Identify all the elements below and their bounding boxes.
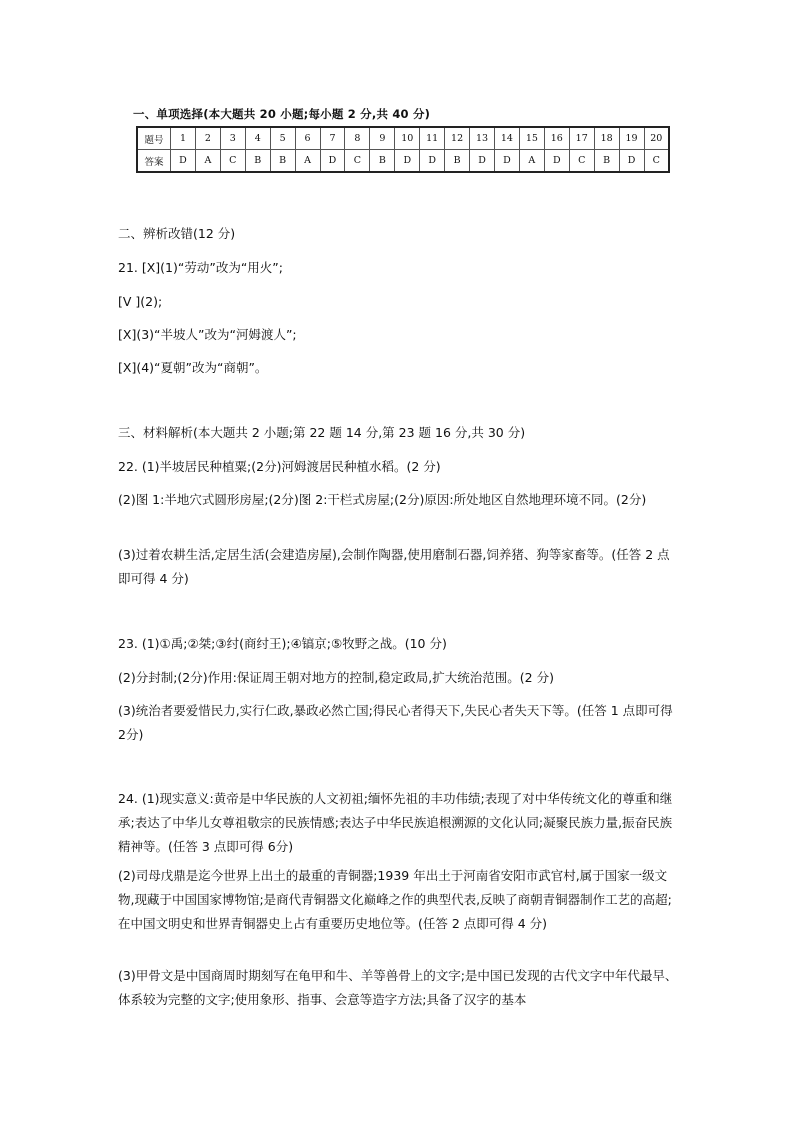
answer-cell: B bbox=[445, 150, 470, 173]
question-number: 1 bbox=[171, 127, 196, 150]
question-number: 12 bbox=[445, 127, 470, 150]
q24-part-3: (3)甲骨文是中国商周时期刻写在龟甲和牛、羊等兽骨上的文字;是中国已发现的古代文字中年代最早、体系较为完整的文字;使用象形、指事、会意等造字方法;具备了汉字的基本 bbox=[118, 968, 678, 1007]
section2-title: 二、辨析改错(12 分) bbox=[118, 226, 236, 241]
answer-cell: C bbox=[569, 150, 594, 173]
answer-cell: D bbox=[494, 150, 519, 173]
question-number: 2 bbox=[195, 127, 220, 150]
q21-line-3: [X](3)“半坡人”改为“河姆渡人”; bbox=[118, 327, 297, 342]
question-number: 9 bbox=[370, 127, 395, 150]
answer-cell: D bbox=[544, 150, 569, 173]
question-number: 15 bbox=[519, 127, 544, 150]
answer-cell: D bbox=[470, 150, 495, 173]
answer-cell: A bbox=[195, 150, 220, 173]
question-number: 19 bbox=[619, 127, 644, 150]
question-number: 6 bbox=[295, 127, 320, 150]
answer-cell: C bbox=[220, 150, 245, 173]
question-number: 10 bbox=[395, 127, 420, 150]
question-number: 20 bbox=[644, 127, 669, 150]
q22-part-1: 22. (1)半坡居民种植粟;(2分)河姆渡居民种植水稻。(2 分) bbox=[118, 459, 441, 474]
answer-cell: B bbox=[270, 150, 295, 173]
q23-part-3: (3)统治者要爱惜民力,实行仁政,暴政必然亡国;得民心者得天下,失民心者失天下等。(任答 1 点即可得 2分) bbox=[118, 703, 673, 742]
question-number: 7 bbox=[320, 127, 345, 150]
q21-line-2: [V ](2); bbox=[118, 294, 163, 309]
answer-table-answer-row bbox=[137, 150, 669, 173]
answer-cell: B bbox=[370, 150, 395, 173]
answer-cell: B bbox=[245, 150, 270, 173]
answer-cell: A bbox=[295, 150, 320, 173]
answer-cell: A bbox=[519, 150, 544, 173]
question-number: 11 bbox=[420, 127, 445, 150]
answer-cell: D bbox=[395, 150, 420, 173]
answer-table-number-row bbox=[137, 127, 669, 150]
q23-part-2: (2)分封制;(2分)作用:保证周王朝对地方的控制,稳定政局,扩大统治范围。(2 分) bbox=[118, 670, 554, 685]
row-label-number: 题号 bbox=[137, 127, 171, 150]
question-number: 4 bbox=[245, 127, 270, 150]
answer-cell: D bbox=[320, 150, 345, 173]
section1-title: 一、单项选择(本大题共 20 小题;每小题 2 分,共 40 分) bbox=[133, 107, 431, 121]
q22-part-3: (3)过着农耕生活,定居生活(会建造房屋),会制作陶器,使用磨制石器,饲养猪、狗等家畜等。(任答 2 点即可得 4 分) bbox=[118, 547, 670, 586]
question-number: 17 bbox=[569, 127, 594, 150]
answer-cell: D bbox=[619, 150, 644, 173]
q22-part-2: (2)图 1:半地穴式圆形房屋;(2分)图 2:干栏式房屋;(2分)原因:所处地区自然地理环境不同。(2分) bbox=[118, 492, 647, 507]
q24-part-2: (2)司母戊鼎是迄今世界上出土的最重的青铜器;1939 年出土于河南省安阳市武官村,属于国家一级文物,现藏于中国国家博物馆;是商代青铜器文化巅峰之作的典型代表,反映了商朝青铜器制作工艺的高超;在中国文明史和世界青铜器史上占有重要历史地位等。(任答 2 点即可得 4 分) bbox=[118, 868, 672, 931]
question-number: 5 bbox=[270, 127, 295, 150]
question-number: 3 bbox=[220, 127, 245, 150]
section3-title: 三、材料解析(本大题共 2 小题;第 22 题 14 分,第 23 题 16 分,共 30 分) bbox=[118, 425, 526, 440]
answer-cell: C bbox=[644, 150, 669, 173]
row-label-answer: 答案 bbox=[137, 150, 171, 173]
question-number: 8 bbox=[345, 127, 370, 150]
q21-line-4: [X](4)“夏朝”改为“商朝”。 bbox=[118, 360, 268, 375]
answer-table bbox=[136, 126, 670, 173]
question-number: 18 bbox=[594, 127, 619, 150]
question-number: 14 bbox=[494, 127, 519, 150]
answer-cell: D bbox=[171, 150, 196, 173]
question-number: 13 bbox=[470, 127, 495, 150]
answer-cell: D bbox=[420, 150, 445, 173]
question-number: 16 bbox=[544, 127, 569, 150]
q24-part-1: 24. (1)现实意义:黄帝是中华民族的人文初祖;缅怀先祖的丰功伟绩;表现了对中华传统文化的尊重和继承;表达了中华儿女尊祖敬宗的民族情感;表达子中华民族追根溯源的文化认同;凝聚民族力量,振奋民族精神等。(任答 3 点即可得 6分) bbox=[118, 791, 673, 854]
q23-part-1: 23. (1)①禹;②桀;③纣(商纣王);④镐京;⑤牧野之战。(10 分) bbox=[118, 636, 447, 651]
q21-line-1: 21. [X](1)“劳动”改为“用火”; bbox=[118, 260, 283, 275]
answer-cell: C bbox=[345, 150, 370, 173]
answer-cell: B bbox=[594, 150, 619, 173]
